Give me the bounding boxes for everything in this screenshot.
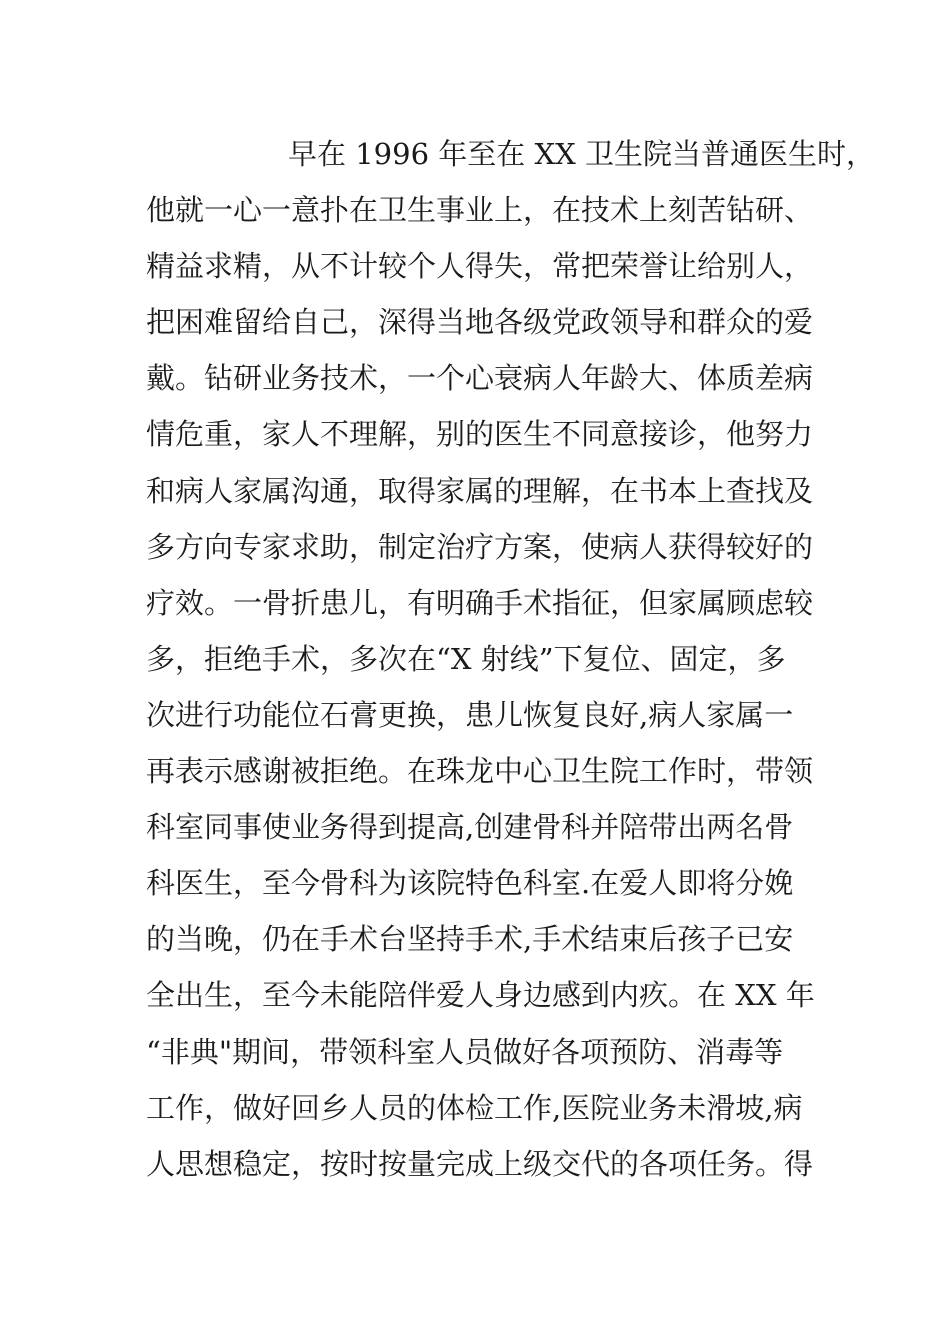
paragraph-line-2: 他就一心一意扑在卫生事业上，在技术上刻苦钻研、 [146, 193, 814, 228]
body-paragraph [146, 126, 875, 1192]
paragraph-line-17: “非典"期间，带领科室人员做好各项预防、消毒等 [146, 1034, 784, 1069]
paragraph-line-7: 和病人家属沟通，取得家属的理解，在书本上查找及 [146, 473, 814, 508]
paragraph-line-11: 次进行功能位石膏更换，患儿恢复良好,病人家属一 [146, 697, 794, 732]
paragraph-line-10: 多，拒绝手术，多次在“X 射线”下复位、固定，多 [146, 641, 786, 676]
paragraph-line-12: 再表示感谢被拒绝。在珠龙中心卫生院工作时，带领 [146, 754, 814, 789]
paragraph-line-5: 戴。钻研业务技术，一个心衰病人年龄大、体质差病 [146, 361, 814, 396]
paragraph-line-13: 科室同事使业务得到提高,创建骨科并陪带出两名骨 [146, 810, 794, 845]
paragraph-line-1: 早在 1996 年至在 XX 卫生院当普通医生时， [288, 137, 875, 171]
paragraph-line-6: 情危重，家人不理解，别的医生不同意接诊，他努力 [146, 417, 814, 452]
paragraph-line-19: 人思想稳定，按时按量完成上级交代的各项任务。得 [146, 1146, 814, 1181]
paragraph-line-9: 疗效。一骨折患儿，有明确手术指征，但家属顾虑较 [146, 585, 814, 620]
paragraph-line-3: 精益求精，从不计较个人得失，常把荣誉让给别人， [146, 249, 814, 284]
paragraph-line-18: 工作，做好回乡人员的体检工作,医院业务未滑坡,病 [146, 1090, 803, 1125]
paragraph-line-14: 科医生，至今骨科为该院特色科室.在爱人即将分娩 [146, 866, 794, 901]
paragraph-line-16: 全出生，至今未能陪伴爱人身边感到内疚。在 XX 年 [146, 978, 815, 1013]
paragraph-line-15: 的当晚，仍在手术台坚持手术,手术结束后孩子已安 [146, 922, 794, 957]
paragraph-line-8: 多方向专家求助，制定治疗方案，使病人获得较好的 [146, 529, 814, 564]
paragraph-line-4: 把困难留给自己，深得当地各级党政领导和群众的爱 [146, 305, 814, 340]
